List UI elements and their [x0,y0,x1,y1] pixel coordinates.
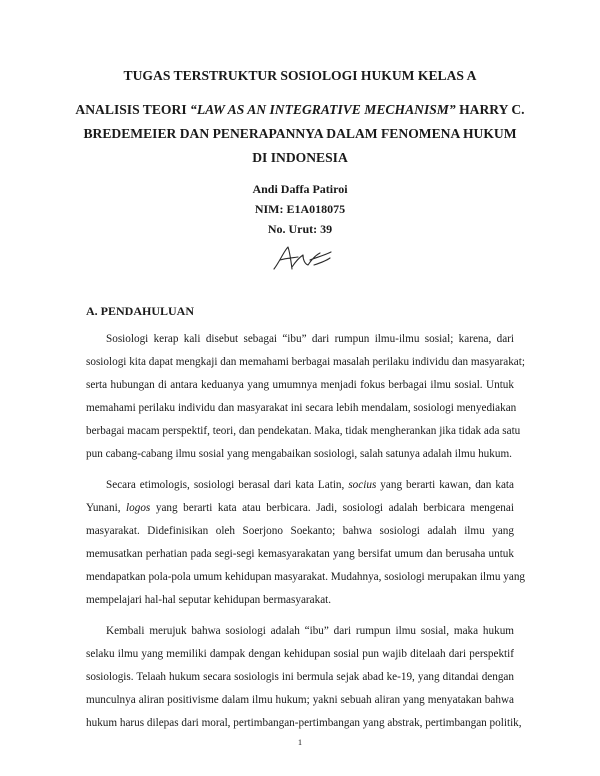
title-line-2-emphasis: “LAW AS AN INTEGRATIVE MECHANISM” [190,102,456,117]
paragraph-2-term-socius: socius [348,479,377,491]
sequence-number: No. Urut: 39 [267,222,333,236]
title-line-2-start: ANALISIS TEORI [75,102,191,117]
paragraph-2-text: Yunani, [86,502,127,514]
title-line-3: BREDEMEIER DAN PENERAPANNYA DALAM FENOMENA HUKUM [83,126,517,141]
student-id: NIM: E1A018075 [254,202,346,216]
paragraph-2-line: mendapatkan pola-pola umum kehidupan masyarakat. Mudahnya, sosiologi merupakan ilmu yang [86,571,526,583]
paragraph-2-text: yang berarti kawan, dan kata [376,479,514,491]
signature-icon [270,243,334,275]
paragraph-2-line: masyarakat. Didefinisikan oleh Soerjono Soekanto; bahwa sosiologi adalah ilmu yang [86,525,514,537]
paragraph-3-line: selaku ilmu yang memiliki dampak dengan kehidupan sosial pun wajib ditelaah dari perspektif [86,648,514,660]
paragraph-1-line: pun cabang-cabang ilmu sosial yang mengabaikan sosiologi, salah satunya adalah ilmu hukum. [86,448,512,460]
paragraph-3-line: hukum harus dilepas dari moral, pertimbangan-pertimbangan yang abstrak, pertimbangan politik, [86,717,522,729]
paragraph-2-line [106,477,514,493]
author-name: Andi Daffa Patiroi [252,182,348,196]
paragraph-2-text: yang berarti kata atau berbicara. Jadi, sosiologi adalah berbicara mengenai [150,502,514,514]
paragraph-2-line: mempelajari hal-hal seputar kehidupan bermasyarakat. [86,594,332,606]
paragraph-2-term-logos: logos [126,502,151,514]
section-heading: A. PENDAHULUAN [86,304,194,318]
page-number: 1 [297,737,303,747]
paragraph-2-text: Secara etimologis, sosiologi berasal dari kata Latin, [106,479,349,491]
paragraph-3-line: munculnya aliran positivisme dalam ilmu hukum; yakni sebuah aliran yang menyatakan bahwa [86,694,514,706]
paragraph-3-line: sosiologis. Telaah hukum secara sosiologis ini bermula sejak abad ke-19, yang ditandai dengan [86,671,514,683]
paragraph-1-line: sosiologi kita dapat mengkaji dan memahami berbagai masalah perilaku individu dan masyarakat; [86,356,525,368]
paragraph-2-line: memusatkan perhatian pada segi-segi kemasyarakatan yang bersifat umum dan berusaha untuk [86,548,514,560]
paragraph-1-line: Sosiologi kerap kali disebut sebagai “ibu” dari rumpun ilmu-ilmu sosial; karena, dari [106,333,514,345]
title-line-4: DI INDONESIA [252,150,348,165]
paragraph-1-line: memahami perilaku individu dan masyarakat ini secara lebih mendalam, sosiologi menyediakan [86,402,517,414]
paragraph-1-line: serta hubungan di antara keduanya yang umumnya menjadi fokus berbagai ilmu sosial. Untuk [86,379,514,391]
paragraph-1-line: berbagai macam perspektif, teori, dan pendekatan. Maka, tidak mengherankan jika tidak ada satu [86,425,521,437]
title-line-2 [60,101,540,119]
paragraph-3-line: Kembali merujuk bahwa sosiologi adalah “ibu” dari rumpun ilmu sosial, maka hukum [106,625,514,637]
paragraph-2-line [86,500,514,516]
title-line-1: TUGAS TERSTRUKTUR SOSIOLOGI HUKUM KELAS A [123,68,477,83]
title-line-2-end: HARRY C. [455,102,525,117]
